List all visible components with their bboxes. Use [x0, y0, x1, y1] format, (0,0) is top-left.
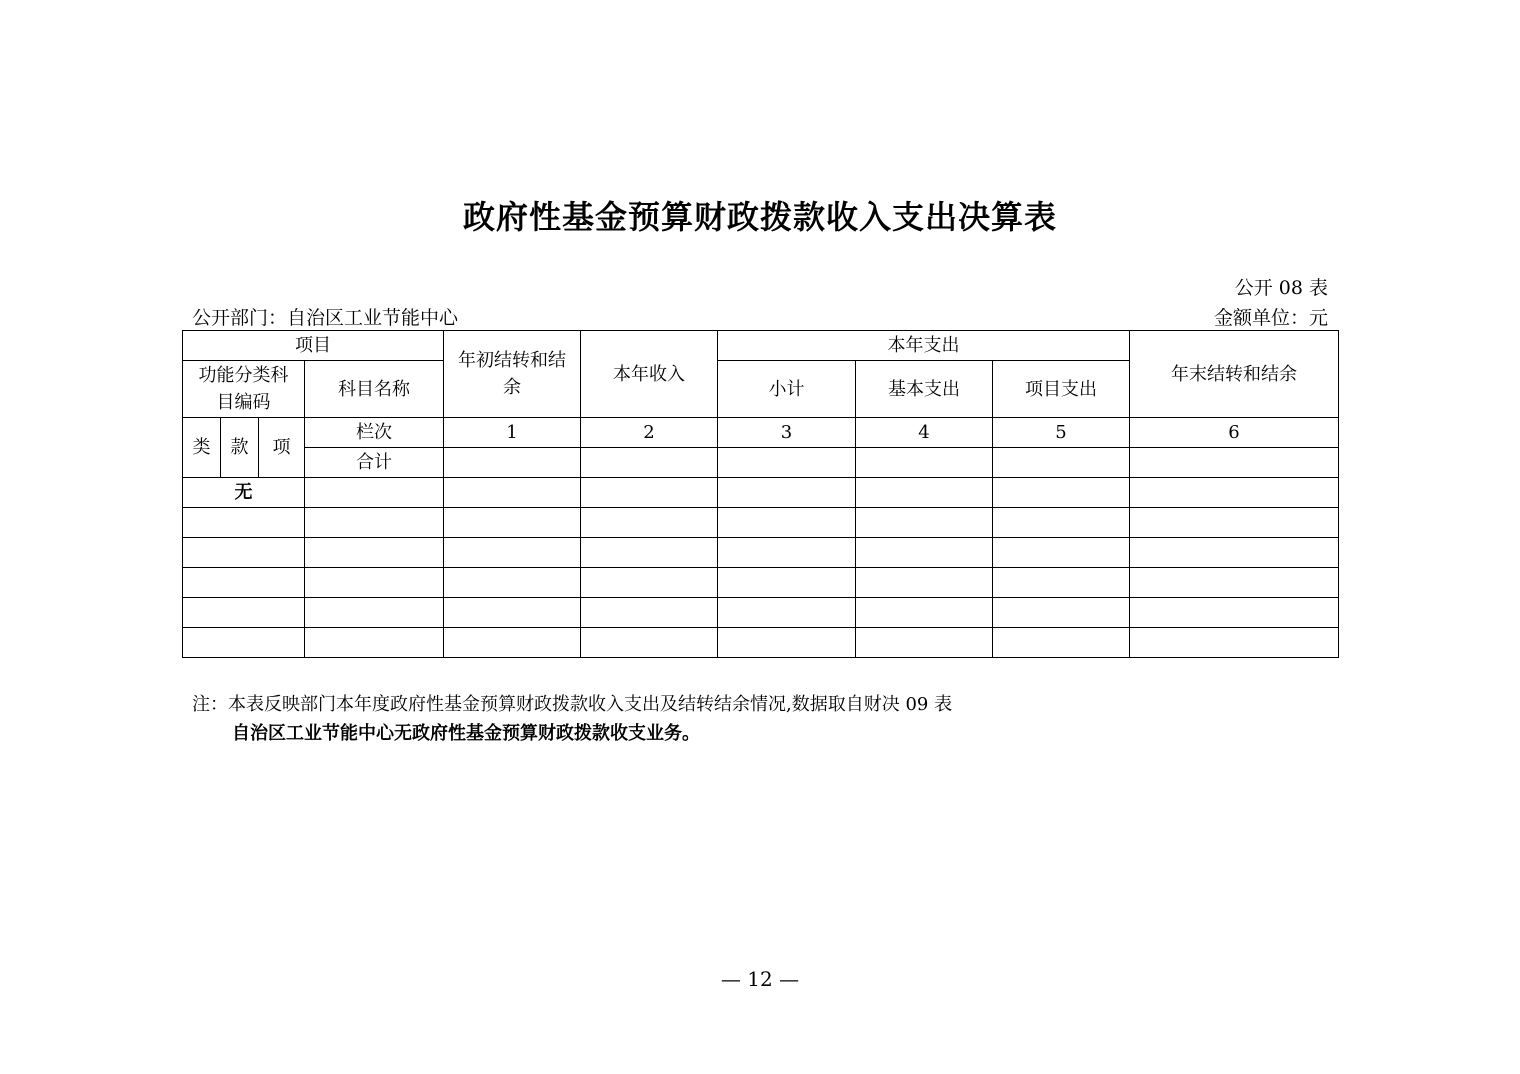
column-order-row — [183, 418, 1339, 448]
table-cell — [444, 538, 581, 568]
table-cell — [305, 478, 444, 508]
row-code — [183, 628, 305, 658]
header-func-code — [183, 361, 305, 418]
header-current-expense: 本年支出 — [718, 331, 1130, 361]
table-cell — [444, 568, 581, 598]
table-cell — [718, 598, 856, 628]
table-row — [183, 598, 1339, 628]
total-cell — [993, 448, 1130, 478]
header-begin-balance — [444, 331, 581, 418]
table-cell — [993, 568, 1130, 598]
table-cell — [444, 598, 581, 628]
table-cell — [1130, 598, 1339, 628]
table-note: 注：本表反映部门本年度政府性基金预算财政拨款收入支出及结转结余情况,数据取自财决 09 表 — [192, 694, 953, 715]
table-row — [183, 628, 1339, 658]
table-cell — [444, 628, 581, 658]
table-cell — [581, 568, 718, 598]
table-cell — [856, 538, 993, 568]
department-label: 公开部门：自治区工业节能中心 — [192, 307, 459, 329]
row-code — [183, 598, 305, 628]
column-number-1: 1 — [444, 418, 581, 448]
table-cell — [581, 538, 718, 568]
table-row — [183, 508, 1339, 538]
column-number-3: 3 — [718, 418, 856, 448]
column-number-6: 6 — [1130, 418, 1339, 448]
table-cell — [856, 598, 993, 628]
table-cell — [993, 598, 1130, 628]
table-cell — [718, 568, 856, 598]
budget-table — [182, 330, 1339, 658]
table-cell — [581, 628, 718, 658]
row-code — [183, 568, 305, 598]
row-code: 无 — [183, 478, 305, 508]
header-current-income: 本年收入 — [581, 331, 718, 418]
table-cell — [993, 538, 1130, 568]
header-subject-name: 科目名称 — [305, 361, 444, 418]
header-begin-balance-text: 年初结转和结余 — [458, 350, 566, 398]
table-cell — [856, 508, 993, 538]
table-cell — [1130, 508, 1339, 538]
table-cell — [305, 508, 444, 538]
table-cell — [444, 508, 581, 538]
page-title: 政府性基金预算财政拨款收入支出决算表 — [462, 198, 1057, 236]
table-cell — [444, 478, 581, 508]
table-cell — [718, 508, 856, 538]
table-cell — [581, 598, 718, 628]
column-number-5: 5 — [993, 418, 1130, 448]
table-cell — [718, 628, 856, 658]
total-row — [183, 448, 1339, 478]
header-lei: 类 — [183, 418, 221, 478]
amount-unit-label: 金额单位：元 — [1213, 307, 1328, 329]
table-cell — [856, 628, 993, 658]
table-cell — [856, 568, 993, 598]
table-cell — [305, 568, 444, 598]
total-cell — [718, 448, 856, 478]
total-cell — [856, 448, 993, 478]
table-cell — [718, 538, 856, 568]
table-cell — [856, 478, 993, 508]
table-cell — [1130, 568, 1339, 598]
table-cell — [993, 508, 1130, 538]
header-project-expense: 项目支出 — [993, 361, 1130, 418]
row-code — [183, 538, 305, 568]
header-basic-expense: 基本支出 — [856, 361, 993, 418]
header-kuan: 款 — [221, 418, 259, 478]
total-cell — [581, 448, 718, 478]
header-end-balance: 年末结转和结余 — [1130, 331, 1339, 418]
column-number-2: 2 — [581, 418, 718, 448]
table-cell — [993, 478, 1130, 508]
total-cell — [444, 448, 581, 478]
table-cell — [581, 478, 718, 508]
table-cell — [305, 598, 444, 628]
header-xiang: 项 — [259, 418, 305, 478]
table-cell — [1130, 538, 1339, 568]
form-number: 公开 08 表 — [1234, 277, 1328, 299]
row-code — [183, 508, 305, 538]
table-row — [183, 568, 1339, 598]
header-column-order: 栏次 — [305, 418, 444, 448]
table-cell — [305, 538, 444, 568]
header-item: 项目 — [183, 331, 444, 361]
table-cell — [993, 628, 1130, 658]
table-cell — [1130, 478, 1339, 508]
table-cell — [1130, 628, 1339, 658]
column-number-4: 4 — [856, 418, 993, 448]
header-func-code-text: 功能分类科目编码 — [198, 365, 289, 413]
header-row-1 — [183, 331, 1339, 361]
total-cell — [1130, 448, 1339, 478]
table-cell — [581, 508, 718, 538]
table-cell — [718, 478, 856, 508]
table-cell — [305, 628, 444, 658]
no-business-note: 自治区工业节能中心无政府性基金预算财政拨款收支业务。 — [232, 723, 700, 744]
table-row — [183, 478, 1339, 508]
page-number: — 12 — — [720, 967, 800, 991]
total-label: 合计 — [305, 448, 444, 478]
header-subtotal: 小计 — [718, 361, 856, 418]
table-row — [183, 538, 1339, 568]
